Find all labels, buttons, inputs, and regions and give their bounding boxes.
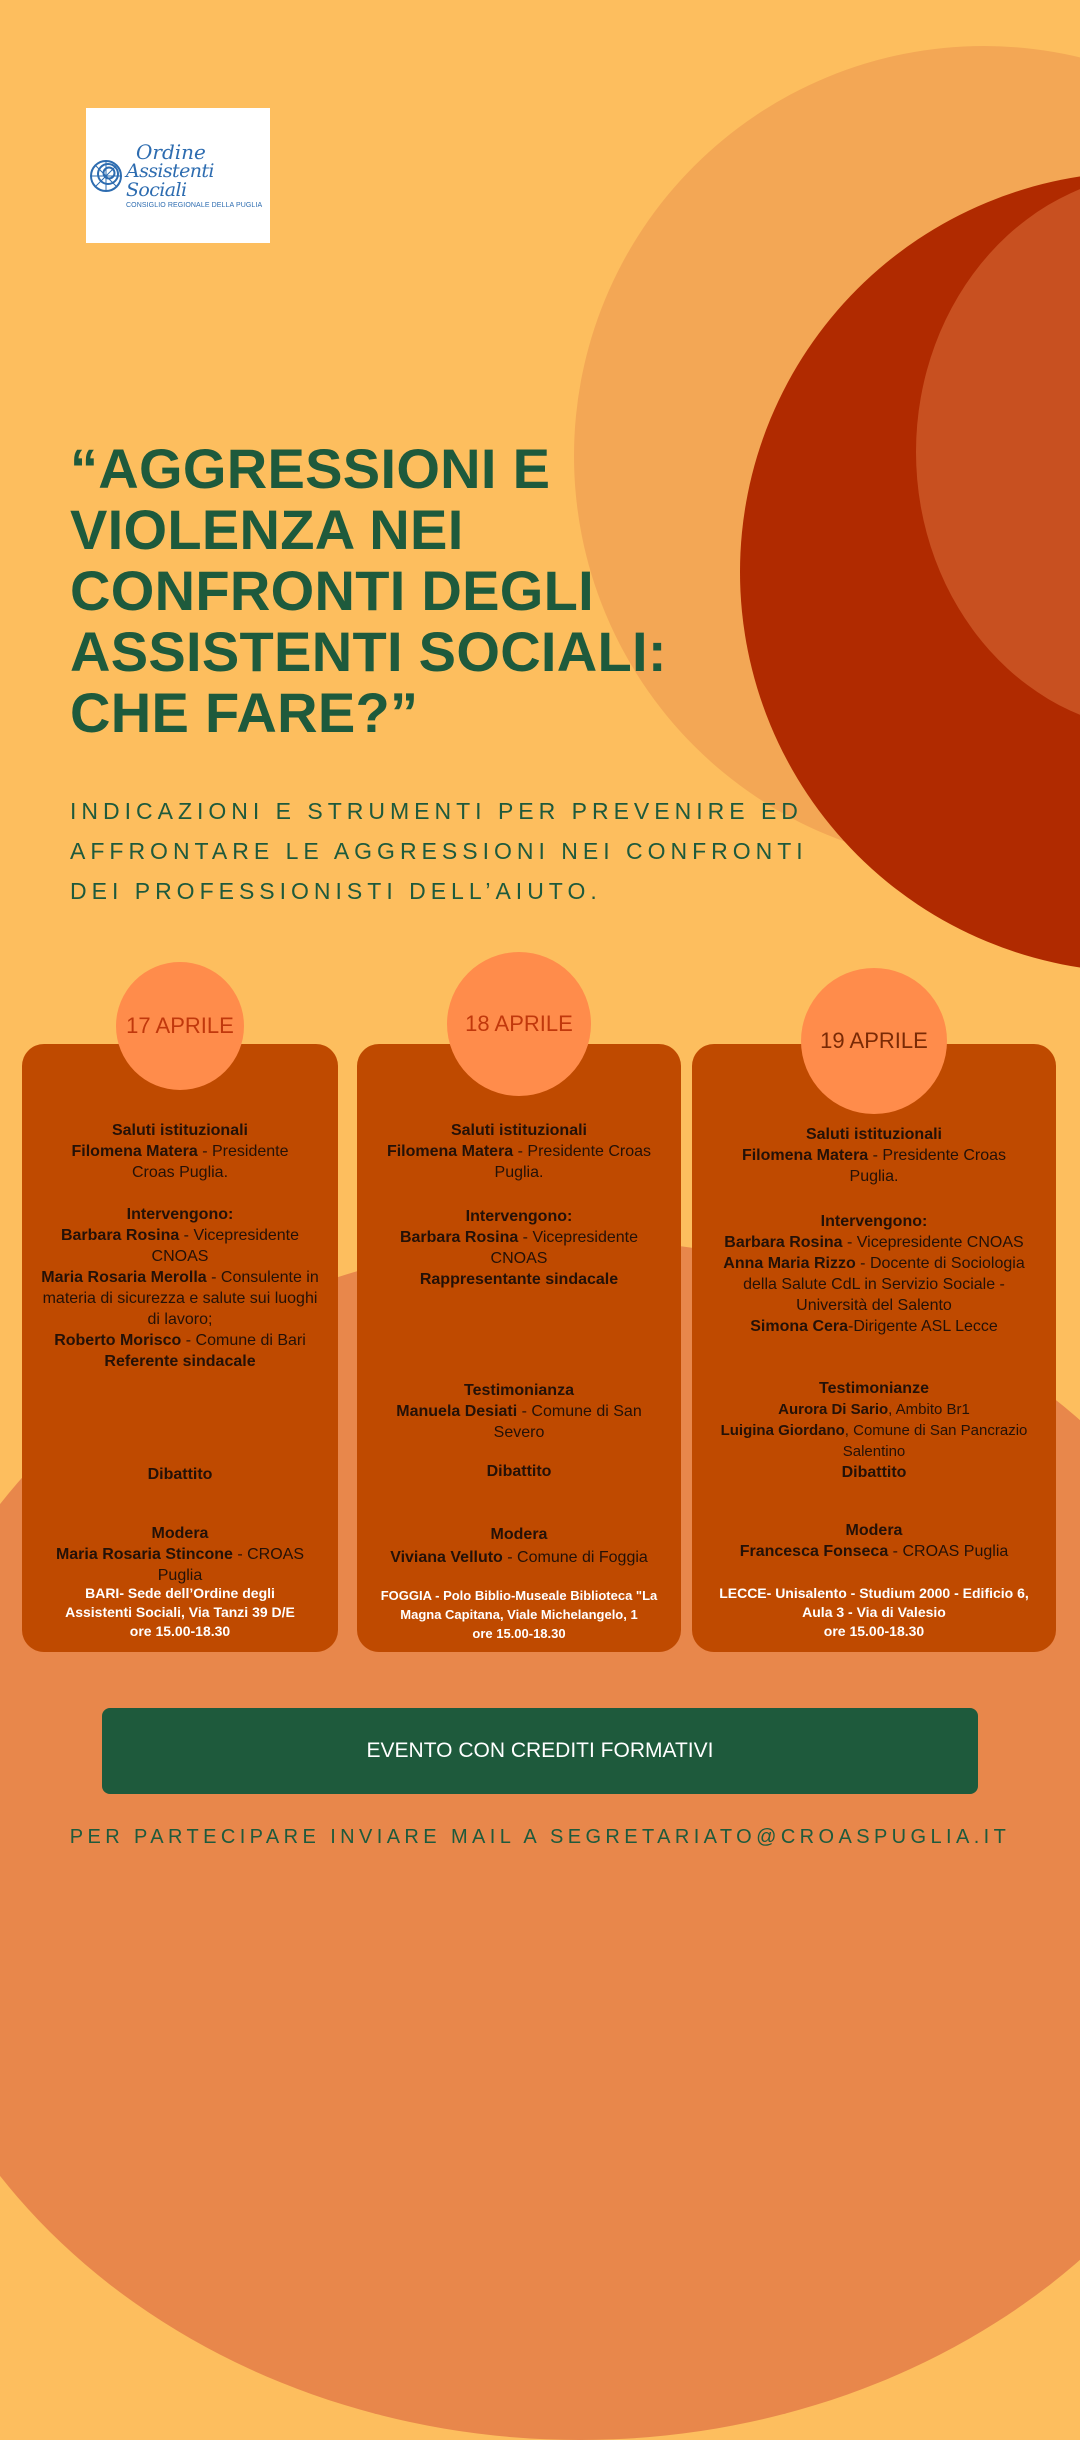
event-card-19-aprile: Saluti istituzionali Filomena Matera - Presidente Croas Puglia. Intervengono: Barbara Rosina - Vicepresidente CNOAS Anna Maria Rizzo - Docente di Sociologia della Salute CdL in Servizio Sociale - Università del Salento Simona Cera-Dirigente ASL Lecce Testimonianze Aurora Di Sario, Ambito Br1 Luigina Giordano, Comune di San Pancrazio Salentino Dibattito Modera Francesca Fonseca - CROAS Puglia LECCE- Unisalento - Studium 2000 - Edificio 6, Aula 3 - Via di Valesio ore 15.00-18.30 xyxy=(692,1044,1056,1652)
date-badge-18-aprile: 18 APRILE xyxy=(447,952,591,1096)
dibattito-label: Dibattito xyxy=(147,1466,213,1483)
date-badge-17-aprile: 17 APRILE xyxy=(116,962,244,1090)
event-card-17-aprile: Saluti istituzionali Filomena Matera - Presidente Croas Puglia. Intervengono: Barbara Rosina - Vicepresidente CNOAS Maria Rosaria Merolla - Consulente in materia di sicurezza e salute sui luoghi di lavoro; Roberto Morisco - Comune di Bari Referente sindacale Dibattito Modera Maria Rosaria Stincone - CROAS Puglia BARI- Sede dell’Ordine degli Assistenti Sociali, Via Tanzi 39 D/E ore 15.00-18.30 xyxy=(22,1044,338,1652)
logo-line-3: CONSIGLIO REGIONALE DELLA PUGLIA xyxy=(126,202,263,209)
date-badge-19-aprile: 19 APRILE xyxy=(801,968,947,1114)
event-program: Saluti istituzionali Filomena Matera - Presidente Croas Puglia. Intervengono: Barbara Rosina - Vicepresidente CNOAS Maria Rosaria Merolla - Consulente in materia di sicurezza e salute sui luoghi di lavoro; Roberto Morisco - Comune di Bari Referente sindacale xyxy=(41,1122,319,1370)
event-program: Saluti istituzionali Filomena Matera - Presidente Croas Puglia. Intervengono: Barbara Rosina - Vicepresidente CNOAS Rappresentante sindacale xyxy=(386,1122,652,1288)
testimonianze-heading: Testimonianze xyxy=(819,1380,929,1397)
modera-heading: Modera xyxy=(490,1526,548,1543)
organization-logo xyxy=(86,108,270,243)
dibattito-label: Dibattito xyxy=(486,1463,552,1480)
subtitle: INDICAZIONI E STRUMENTI PER PREVENIRE ED AFFRONTARE LE AGGRESSIONI NEI CONFRONTI DEI PROFESSIONISTI DELL’AIUTO. xyxy=(70,798,808,904)
modera-heading: Modera xyxy=(845,1522,903,1539)
event-venue: FOGGIA - Polo Biblio-Museale Biblioteca "La Magna Capitana, Viale Michelangelo, 1 ore 15.00-18.30 xyxy=(380,1588,658,1641)
credits-banner: EVENTO CON CREDITI FORMATIVI xyxy=(102,1708,978,1794)
event-program: Saluti istituzionali Filomena Matera - Presidente Croas Puglia. Intervengono: Barbara Rosina - Vicepresidente CNOAS Anna Maria Rizzo - Docente di Sociologia della Salute CdL in Servizio Sociale - Università del Salento Simona Cera-Dirigente ASL Lecce xyxy=(723,1126,1025,1335)
page-title: “AGGRESSIONI E VIOLENZA NEI CONFRONTI DEGLI ASSISTENTI SOCIALI: CHE FARE?” xyxy=(70,437,667,744)
event-venue: LECCE- Unisalento - Studium 2000 - Edificio 6, Aula 3 - Via di Valesio ore 15.00-18.30 xyxy=(719,1585,1029,1639)
contact-footer: PER PARTECIPARE INVIARE MAIL A SEGRETARIATO@CROASPUGLIA.IT xyxy=(69,1826,1011,1848)
nautilus-shell-icon xyxy=(86,150,122,201)
testimonianza-heading: Testimonianza xyxy=(464,1382,574,1399)
dibattito-label: Dibattito xyxy=(841,1464,907,1481)
event-venue: BARI- Sede dell’Ordine degli Assistenti Sociali, Via Tanzi 39 D/E ore 15.00-18.30 xyxy=(65,1585,295,1639)
logo-line-1: Ordine xyxy=(136,140,206,164)
modera-heading: Modera xyxy=(151,1525,209,1542)
logo-line-2: Assistenti Sociali xyxy=(126,160,214,201)
event-card-18-aprile: Saluti istituzionali Filomena Matera - Presidente Croas Puglia. Intervengono: Barbara Rosina - Vicepresidente CNOAS Rappresentante sindacale Testimonianza Manuela Desiati - Comune di San Severo Dibattito Modera Viviana Velluto - Comune di Foggia FOGGIA - Polo Biblio-Museale Biblioteca "La Magna Capitana, Viale Michelangelo, 1 ore 15.00-18.30 xyxy=(357,1044,681,1652)
